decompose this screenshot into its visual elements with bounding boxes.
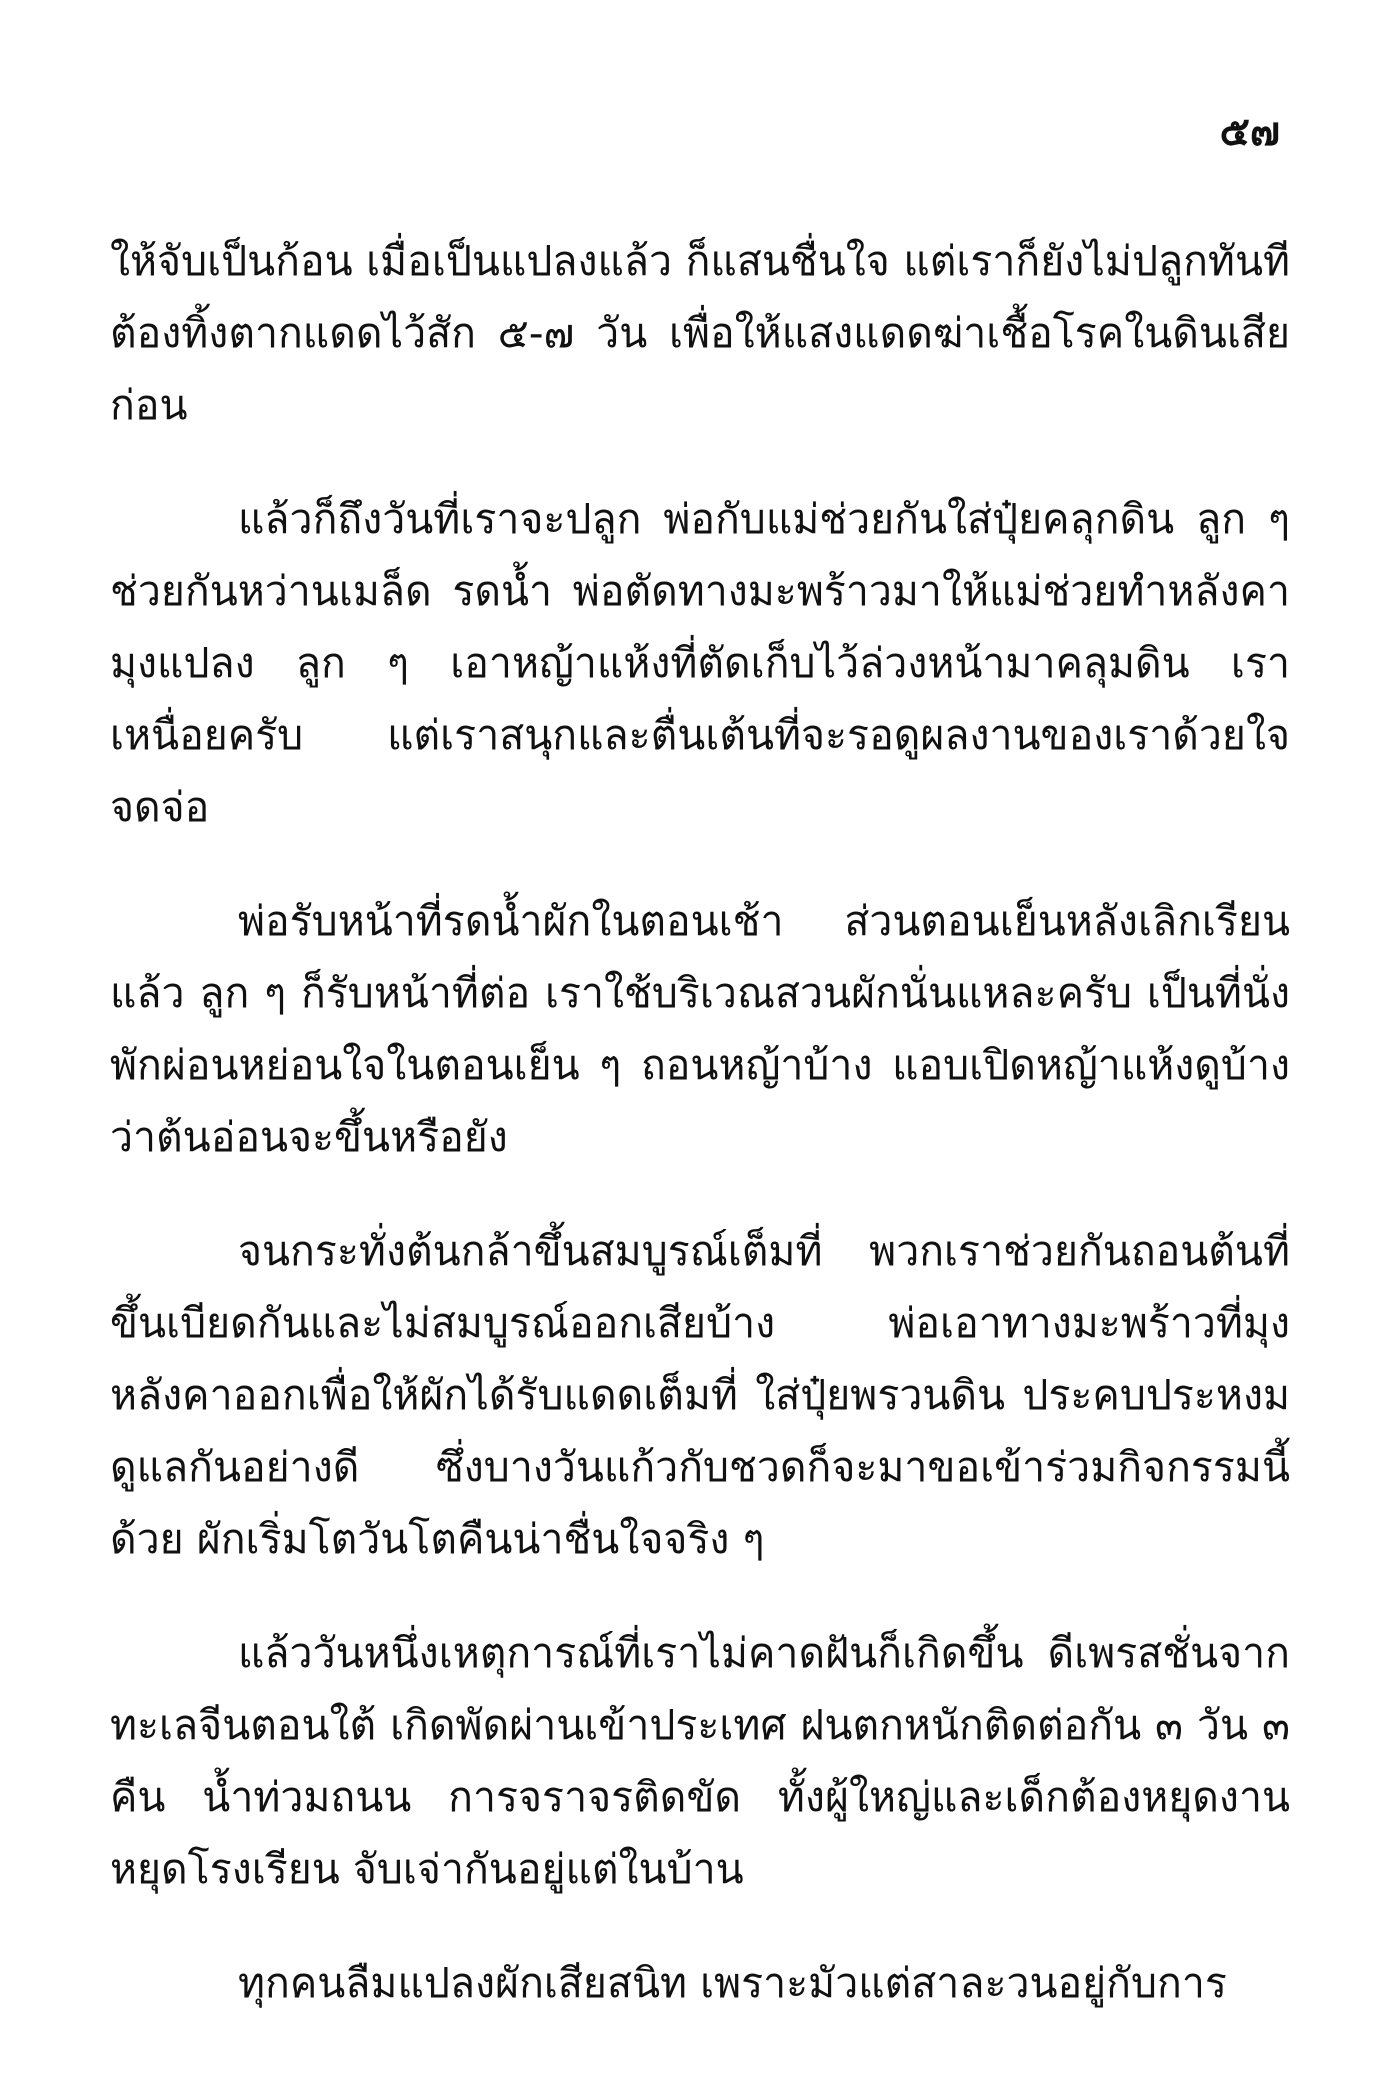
paragraph-4: จนกระทั่งต้นกล้าขึ้นสมบูรณ์เต็มที่ พวกเราช่วยกันถอนต้นที่ขึ้นเบียดกันและไม่สมบูรณ์ออกเสียบ้าง พ่อเอาทางมะพร้าวที่มุงหลังคาออกเพื่อให้ผักได้รับแดดเต็มที่ ใส่ปุ๋ยพรวนดิน ประคบประหงมดูแลกันอย่างดี ซึ่งบางวันแก้วกับชวดก็จะมาขอเข้าร่วมกิจกรรมนี้ด้วย ผักเริ่มโตวันโตคืนน่าชื่นใจจริง ๆ [110, 1227, 1290, 1563]
paragraph-6: ทุกคนลืมแปลงผักเสียสนิท เพราะมัวแต่สาละวนอยู่กับการ [238, 1959, 1227, 2007]
body-text [110, 225, 1290, 2061]
paragraph-2: แล้วก็ถึงวันที่เราจะปลูก พ่อกับแม่ช่วยกันใส่ปุ๋ยคลุกดิน ลูก ๆ ช่วยกันหว่านเมล็ด รดน้ำ พ่อตัดทางมะพร้าวมาให้แม่ช่วยทำหลังคามุงแปลง ลูก ๆ เอาหญ้าแห้งที่ตัดเก็บไว้ล่วงหน้ามาคลุมดิน เราเหนื่อยครับ แต่เราสนุกและตื่นเต้นที่จะรอดูผลงานของเราด้วยใจจดจ่อ [110, 495, 1290, 831]
paragraph-5: แล้ววันหนึ่งเหตุการณ์ที่เราไม่คาดฝันก็เกิดขึ้น ดีเพรสชั่นจากทะเลจีนตอนใต้ เกิดพัดผ่านเข้าประเทศ ฝนตกหนักติดต่อกัน ๓ วัน ๓ คืน น้ำท่วมถนน การจราจรติดขัด ทั้งผู้ใหญ่และเด็กต้องหยุดงาน หยุดโรงเรียน จับเจ่ากันอยู่แต่ในบ้าน [110, 1629, 1290, 1893]
paragraph-3: พ่อรับหน้าที่รดน้ำผักในตอนเช้า ส่วนตอนเย็นหลังเลิกเรียนแล้ว ลูก ๆ ก็รับหน้าที่ต่อ เราใช้บริเวณสวนผักนั่นแหละครับ เป็นที่นั่งพักผ่อนหย่อนใจในตอนเย็น ๆ ถอนหญ้าบ้าง แอบเปิดหญ้าแห้งดูบ้างว่าต้นอ่อนจะขึ้นหรือยัง [110, 897, 1290, 1161]
paragraph-1: ให้จับเป็นก้อน เมื่อเป็นแปลงแล้ว ก็แสนชื่นใจ แต่เราก็ยังไม่ปลูกทันที ต้องทิ้งตากแดดไว้สัก ๕-๗ วัน เพื่อให้แสงแดดฆ่าเชื้อโรคในดินเสียก่อน [110, 237, 1290, 429]
page-number: ๕๗ [1219, 109, 1280, 155]
